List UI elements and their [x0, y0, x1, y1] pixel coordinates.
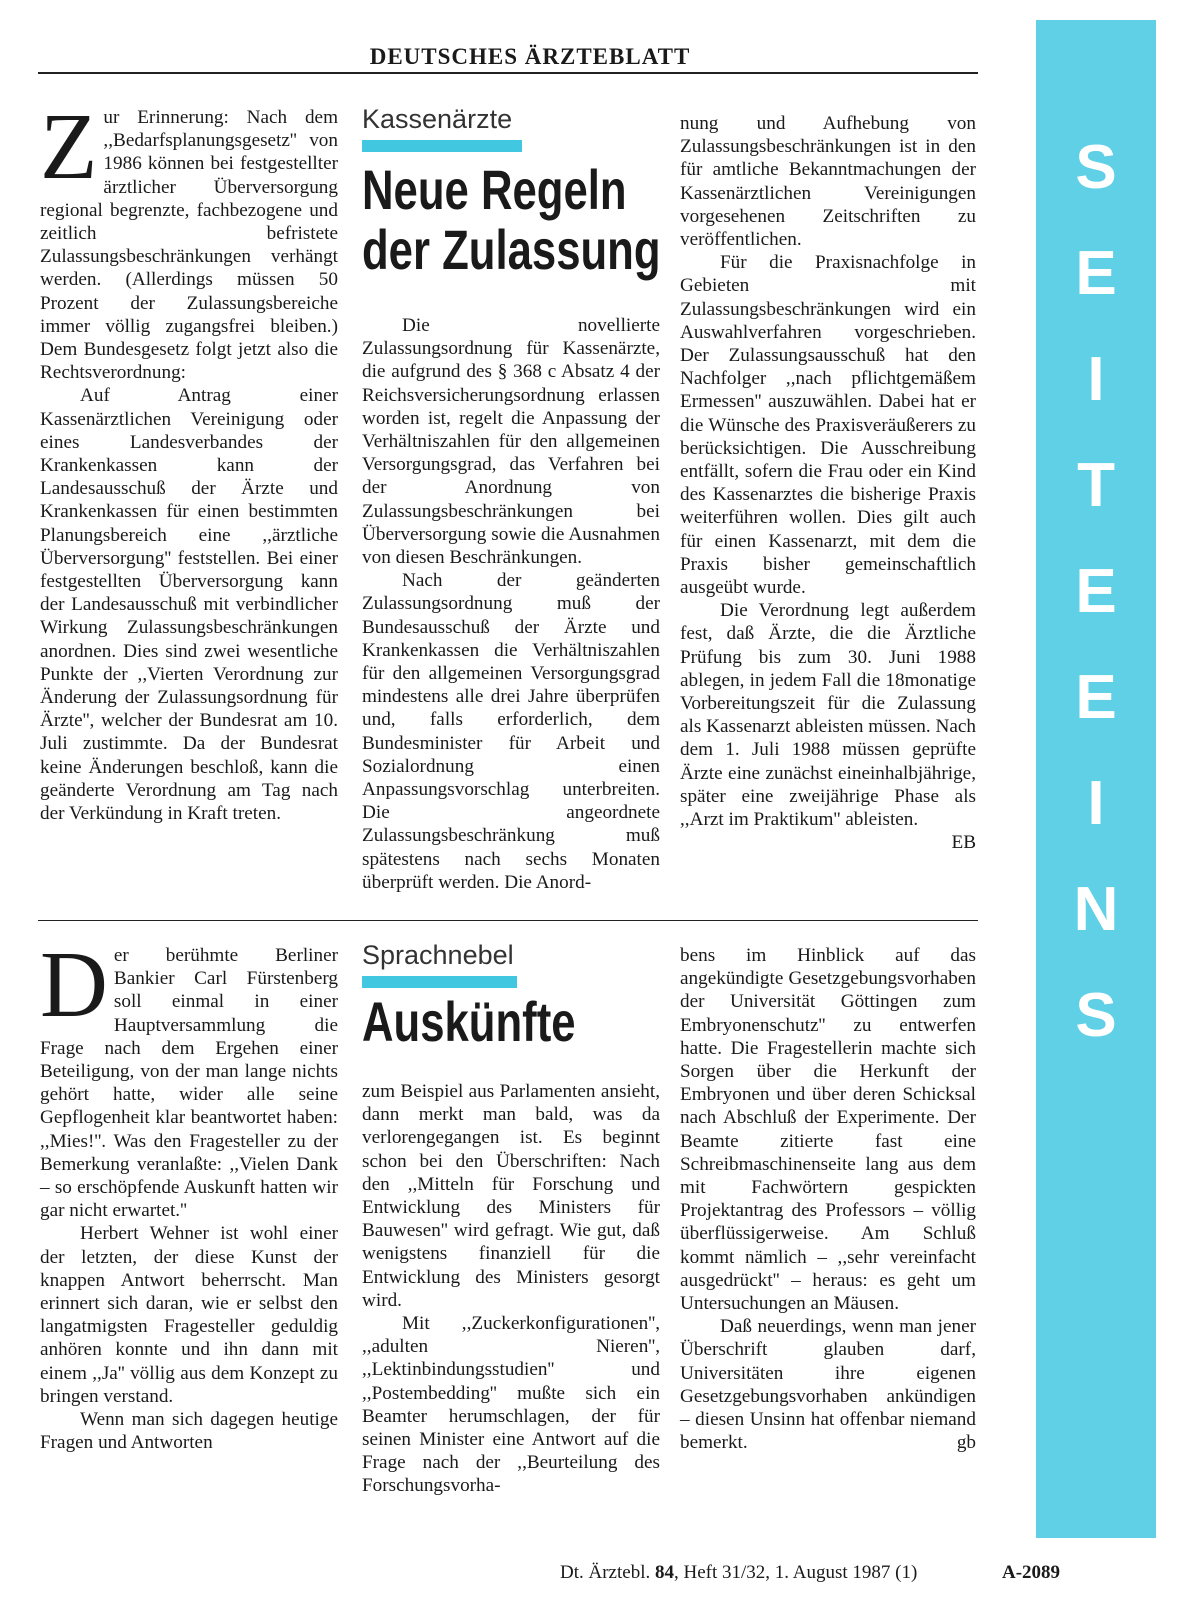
- article1-text: Die Verordnung legt außerdem fest, daß Ärzte, die die Ärztliche Prüfung bis zum 30. Juni 1988 ablegen, in jedem Fall die 18monatige Vorbereitungszeit für die Zulassung als Kassenarzt ableisten müssen. Nach dem 1. Juli 1988 müssen geprüfte Ärzte eine zunächst eineinhalbjährige, später eine zweijährige Phase als ,,Arzt im Praktikum'' ableisten.: [680, 600, 976, 831]
- article1-dropcap: Z: [40, 95, 98, 199]
- footer-citation: [560, 1562, 917, 1584]
- masthead: DEUTSCHES ÄRZTEBLATT: [369, 44, 691, 69]
- sidebar-letter: E: [1075, 557, 1117, 626]
- article1-headline-line2: der Zulassung: [362, 218, 661, 281]
- article1-paragraph: nung und Aufhebung von Zulassungsbeschränkungen ist in den für amtliche Bekanntmachungen der Kassenärztlichen Vereinigungen vorgesehenen Zeitschriften zu veröffentlichen.: [680, 113, 976, 251]
- article1-headline-line1: Neue Regeln: [362, 158, 627, 221]
- article2-column-1: [40, 933, 338, 1454]
- page-number: A-2089: [1002, 1562, 1061, 1583]
- sidebar-letter: S: [1075, 133, 1117, 202]
- article2-kicker: Sprachnebel: [362, 940, 514, 970]
- article1-paragraph: [680, 599, 976, 854]
- article1-column-2: [362, 314, 660, 894]
- article2-text: Daß neuerdings, wenn man jener Überschrift glauben darf, Universitäten ihre eigenen Gesetzgebungsvorhaben ankündigen – diesen Unsinn hat offenbar niemand bemerkt.: [680, 1316, 976, 1454]
- citation-suffix: , Heft 31/32, 1. August 1987 (1): [673, 1562, 918, 1583]
- article1-text: ur Erinnerung: Nach dem ,,Bedarfsplanungsgesetz'' von 1986 können bei festgestellter ärztlicher Überversorgung regional begrenzte, fachbezogene und zeitlich befristete Zulassungsbeschränkungen verhängt werden. (Allerdings müssen 50 Prozent der Zulassungsbereiche immer völlig zugangsfrei bleiben.) Dem Bundesgesetz folgt jetzt also die Rechtsverordnung:: [40, 107, 338, 384]
- article1-kicker-bar: [362, 140, 522, 152]
- sidebar-letters: [1036, 115, 1156, 1069]
- sidebar-letter: S: [1075, 981, 1117, 1050]
- sidebar-letter: E: [1075, 663, 1117, 732]
- article1-kicker: Kassenärzte: [362, 104, 513, 134]
- seite-eins-sidebar: [1036, 20, 1156, 1538]
- sidebar-letter: T: [1077, 451, 1115, 520]
- article1-paragraph: [40, 95, 338, 384]
- article2-headline: Auskünfte: [362, 990, 576, 1053]
- article2-paragraph: Mit ,,Zuckerkonfigurationen'', ,,adulten Nieren'', ,,Lektinbindungsstudien'' und ,,Postembedding'' mußte sich ein Beamter herumschlagen, der für seinen Minister eine Antwort auf die Frage nach der ,,Beurteilung des Forschungsvorha-: [362, 1313, 660, 1497]
- citation-prefix: Dt. Ärztebl.: [560, 1562, 651, 1583]
- article2-paragraph: bens im Hinblick auf das angekündigte Gesetzgebungsvorhaben der Universität Göttingen zum Embryonenschutz'' zu entwerfen hatte. Die Fragestellerin machte sich Sorgen über die Herkunft der Embryonen und über deren Schicksal nach Abschluß der Experimente. Der Beamte zitierte fast eine Schreibmaschinenseite lang aus dem mit Fachwörtern gespickten Projektantrag des Professors – völlig überflüssigerweise. Am Schluß kommt nämlich – ,,sehr vereinfacht ausgedrückt'' – heraus: es geht um Untersuchungen an Mäusen.: [680, 945, 976, 1315]
- article1-paragraph: Auf Antrag einer Kassenärztlichen Vereinigung oder eines Landesverbandes der Krankenkassen kann der Landesausschuß der Ärzte und Krankenkassen für einen bestimmten Planungsbereich eine ,,ärztliche Überversorgung'' feststellen. Bei einer festgestellten Überversorgung kann der Landesausschuß mit verbindlicher Wirkung Zulassungsbeschränkungen anordnen. Dies sind zwei wesentliche Punkte der ,,Vierten Verordnung zur Änderung der Zulassungsordnung für Ärzte'', welcher der Bundesrat am 10. Juli zustimmte. Da der Bundesrat keine Änderungen beschloß, kann die geänderte Verordnung am Tag nach der Verkündung in Kraft treten.: [40, 385, 338, 825]
- article2-paragraph: [40, 933, 338, 1222]
- article1-paragraph: Die novellierte Zulassungsordnung für Kassenärzte, die aufgrund des § 368 c Absatz 4 der Reichsversicherungsordnung erlassen worden ist, regelt die Anpassung der Verhältniszahlen für den allgemeinen Versorgungsgrad, das Verfahren bei der Anordnung von Zulassungsbeschränkungen bei Überversorgung sowie die Ausnahmen von diesen Beschränkungen.: [362, 315, 660, 569]
- masthead-rule: [38, 72, 978, 74]
- article1-signature: EB: [951, 832, 976, 854]
- sidebar-letter: I: [1087, 769, 1105, 838]
- article2-paragraph: [680, 1315, 976, 1454]
- article-divider: [38, 920, 978, 921]
- article2-paragraph: Herbert Wehner ist wohl einer der letzten, der diese Kunst der knappen Antwort beherrscht. Man erinnert sich daran, wie er selbst den langatmigsten Fragesteller geduldig anhören konnte und ihn dann mit einem ,,Ja'' völlig aus dem Konzept zu bringen verstand.: [40, 1223, 338, 1407]
- article2-kicker-bar: [362, 976, 517, 988]
- article1-paragraph: Für die Praxisnachfolge in Gebieten mit Zulassungsbeschränkungen wird ein Auswahlverfahren vorgeschrieben. Der Zulassungsausschuß hat den Nachfolger ,,nach pflichtgemäßem Ermessen'' auszuwählen. Dabei hat er die Wünsche des Praxisveräußerers zu berücksichtigen. Die Ausschreibung entfällt, sofern die Frau oder ein Kind des Kassenarztes die bisherige Praxis weiterführen wollen. Dies gilt auch für einen Kassenarzt, mit dem die Praxis bisher gemeinschaftlich ausgeübt wurde.: [680, 252, 976, 599]
- sidebar-letter: N: [1073, 875, 1119, 944]
- sidebar-letter: E: [1075, 239, 1117, 308]
- article1-paragraph: Nach der geänderten Zulassungsordnung muß der Bundesausschuß der Ärzte und Krankenkassen die Verhältniszahlen für den allgemeinen Versorgungsgrad mindestens alle drei Jahre überprüfen und, falls erforderlich, dem Bundesminister für Arbeit und Sozialordnung einen Anpassungsvorschlag unterbreiten. Die angeordnete Zulassungsbeschränkung muß spätestens nach sechs Monaten überprüft werden. Die Anord-: [362, 570, 660, 893]
- article2-text: er berühmte Berliner Bankier Carl Fürstenberg soll einmal in einer Hauptversammlung die Frage nach dem Ergehen einer Beteiligung, von der man lange nichts gehört hatte, wider alle seine Gepflogenheit klar beantwortet haben: ,,Mies!''. Was den Fragesteller zu der Bemerkung veranlaßte: ,,Vielen Dank – so erschöpfende Auskunft hatten wir gar nicht erwartet.'': [40, 945, 338, 1222]
- article2-dropcap: D: [40, 933, 108, 1037]
- citation-volume: 84: [654, 1562, 674, 1583]
- article2-paragraph: zum Beispiel aus Parlamenten ansieht, dann merkt man bald, was da verlorengegangen ist. Es beginnt schon bei den Überschriften: Nach den ,,Mitteln für Forschung und Entwicklung des Ministers für Bauwesen'' wird gefragt. Wie gut, daß wenigstens finanziell für die Entwicklung des Ministers gesorgt wird.: [362, 1081, 660, 1311]
- article2-column-3: [680, 944, 976, 1454]
- article2-column-2: [362, 1080, 660, 1498]
- article2-signature: gb: [956, 1432, 976, 1454]
- article2-paragraph: Wenn man sich dagegen heutige Fragen und Antworten: [40, 1409, 338, 1454]
- sidebar-letter: I: [1087, 345, 1105, 414]
- article1-column-3: [680, 112, 976, 855]
- article1-column-1: [40, 95, 338, 825]
